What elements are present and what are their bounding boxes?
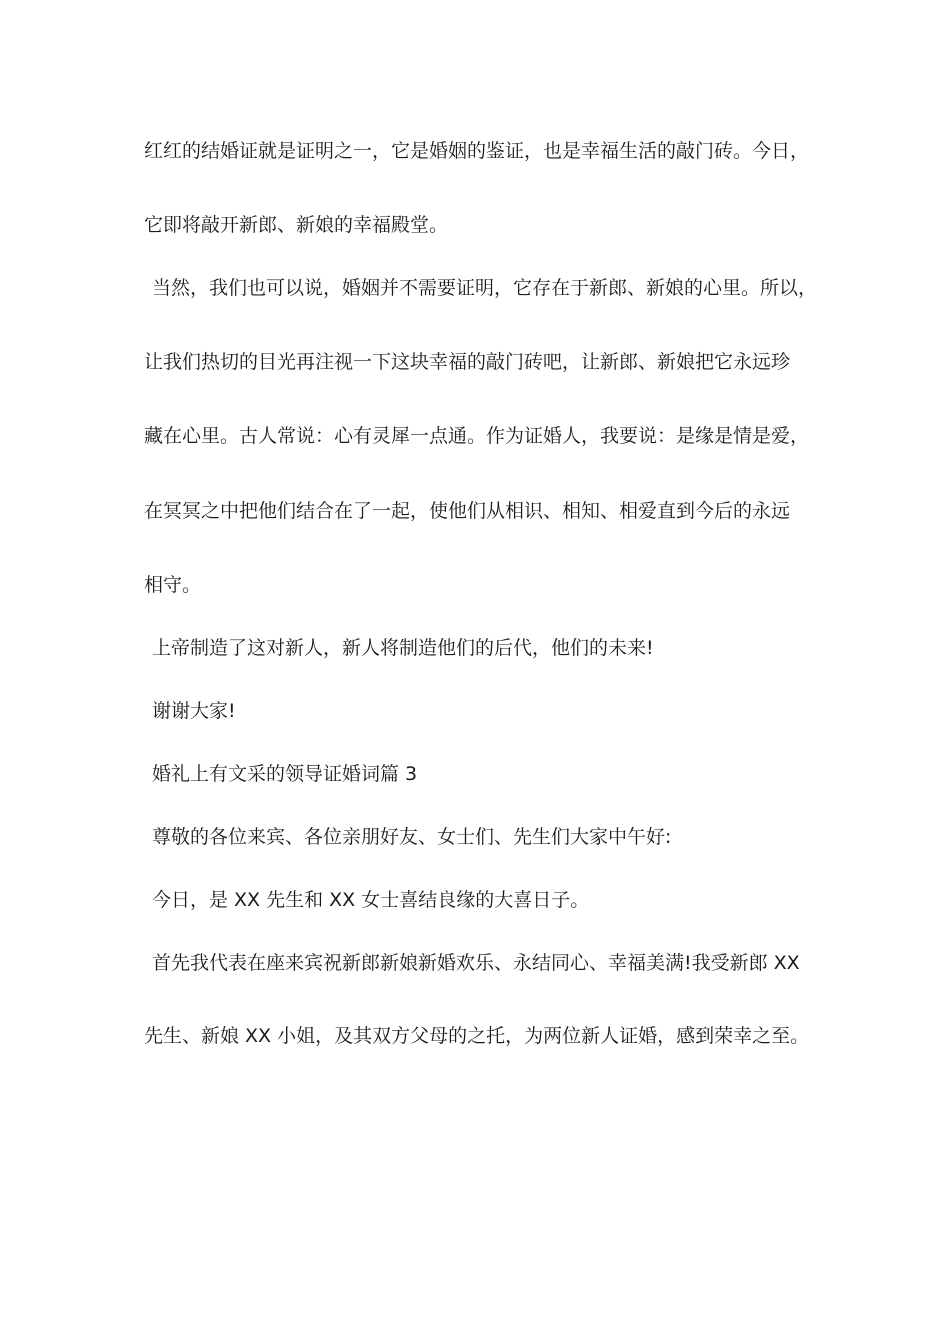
salutation-line: 尊敬的各位来宾、各位亲朋好友、女士们、先生们大家中午好: (152, 826, 672, 848)
paragraph-line: 先生、新娘 XX 小姐，及其双方父母的之托，为两位新人证婚，感到荣幸之至。 (144, 1025, 810, 1047)
paragraph-line: 它即将敲开新郎、新娘的幸福殿堂。 (144, 214, 449, 236)
paragraph-line: 谢谢大家! (152, 700, 236, 722)
paragraph-line: 相守。 (144, 574, 202, 596)
paragraph-line: 红红的结婚证就是证明之一，它是婚姻的鉴证，也是幸福生活的敲门砖。今日， (144, 140, 810, 162)
section-heading: 婚礼上有文采的领导证婚词篇 3 (152, 763, 418, 785)
paragraph-line: 今日，是 XX 先生和 XX 女士喜结良缘的大喜日子。 (152, 889, 590, 911)
paragraph-line: 让我们热切的目光再注视一下这块幸福的敲门砖吧，让新郎、新娘把它永远珍 (144, 351, 791, 373)
paragraph-line: 在冥冥之中把他们结合在了一起，使他们从相识、相知、相爱直到今后的永远 (144, 500, 791, 522)
paragraph-line: 当然，我们也可以说，婚姻并不需要证明，它存在于新郎、新娘的心里。所以， (152, 277, 818, 299)
paragraph-line: 藏在心里。古人常说：心有灵犀一点通。作为证婚人，我要说：是缘是情是爱， (144, 425, 810, 447)
paragraph-line: 首先我代表在座来宾祝新郎新娘新婚欢乐、永结同心、幸福美满!我受新郎 XX (152, 952, 800, 974)
paragraph-line: 上帝制造了这对新人，新人将制造他们的后代，他们的未来! (152, 637, 654, 659)
